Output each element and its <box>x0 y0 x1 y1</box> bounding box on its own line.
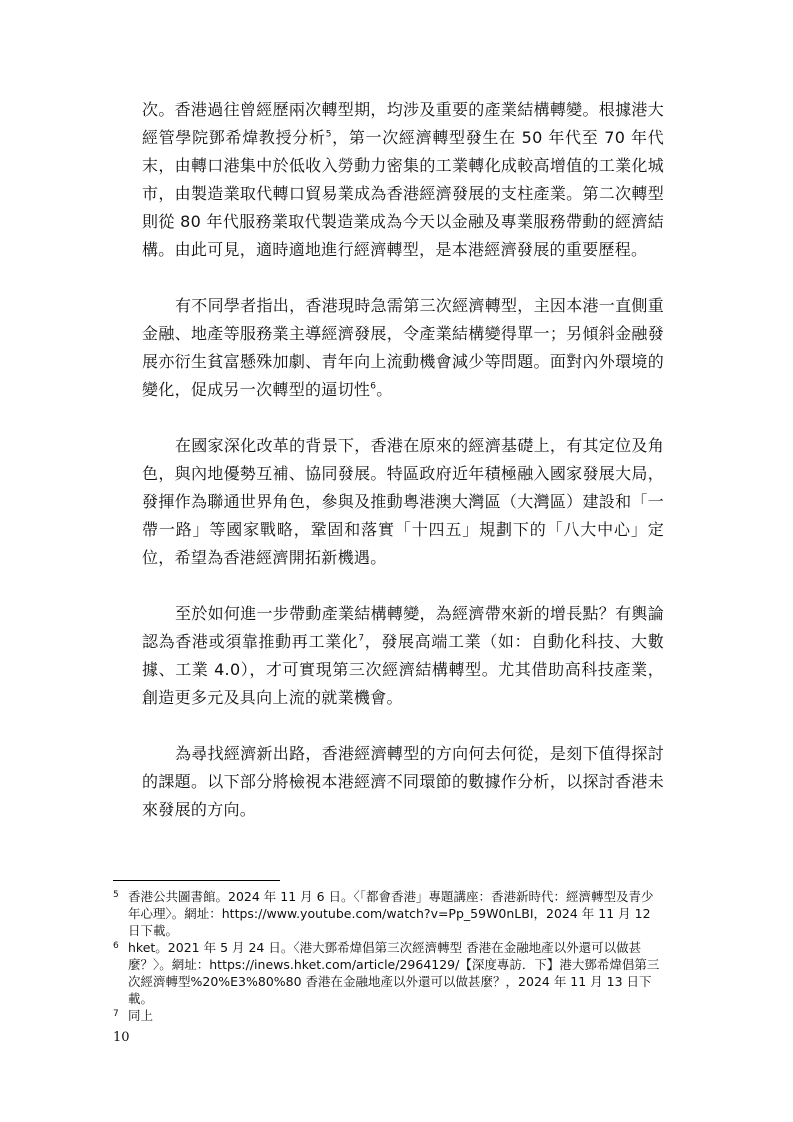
paragraph-3-text: 在國家深化改革的背景下，香港在原來的經濟基礎上，有其定位及角色，與內地優勢互補、協同發展。特區政府近年積極融入國家發展大局，發揮作為聯通世界角色，參與及推動粵港澳大灣區（大灣區）建設和「一帶一路」等國家戰略，鞏固和落實「十四五」規劃下的「八大中心」定位，希望為香港經濟開拓新機遇。 <box>142 436 665 567</box>
footnote-6 <box>113 939 665 1007</box>
footnote-ref-7: 7 <box>358 633 365 644</box>
paragraph-2 <box>142 292 664 404</box>
footnote-5-text: 香港公共圖書館。2024 年 11 月 6 日。〈「都會香港」專題講座：香港新時代：經濟轉型及青少年心理〉。網址：https://www.youtube.com/watch?v=Pp_59W0nLBI，2024 年 11 月 12 日下載。 <box>128 889 654 938</box>
footnote-5 <box>113 888 665 939</box>
paragraph-1-text-a: 次。香港過往曾經歷兩次轉型期，均涉及重要的產業結構轉變。根據港大經管學院鄧希煒教授分析 <box>142 100 664 147</box>
page-number: 10 <box>113 1030 130 1045</box>
body-text <box>142 96 664 852</box>
footnote-ref-6: 6 <box>370 381 377 392</box>
paragraph-2-text-b: 。 <box>376 380 393 399</box>
paragraph-2-text-a: 有不同學者指出，香港現時急需第三次經濟轉型，主因本港一直側重金融、地產等服務業主導經濟發展，令產業結構變得單一；另傾斜金融發展亦衍生貧富懸殊加劇、青年向上流動機會減少等問題。面對內外環境的變化，促成另一次轉型的逼切性 <box>142 296 665 399</box>
footnote-6-text: hket。2021 年 5 月 24 日。〈港大鄧希煒倡第三次經濟轉型 香港在金融地產以外還可以做甚麼？〉。網址：https://inews.hket.com/article/2964129/【深度專訪．下】港大鄧希煒倡第三次經濟轉型%20%E3%80%80 香港在金融地產以外還可以做甚麼？，2024 年 11 月 13 日下載。 <box>128 940 660 1006</box>
footnotes <box>113 888 665 1024</box>
footnote-5-number: 5 <box>113 890 119 900</box>
paragraph-1-text-b: ，第一次經濟轉型發生在 50 年代至 70 年代末，由轉口港集中於低收入勞動力密集的工業轉化成較高增值的工業化城市，由製造業取代轉口貿易業成為香港經濟發展的支柱產業。第二次轉型則從 80 年代服務業取代製造業成為今天以金融及專業服務帶動的經濟結構。由此可見，適時適地進行經濟轉型，是本港經濟發展的重要歷程。 <box>142 128 664 259</box>
footnote-7-text: 同上 <box>128 1008 154 1023</box>
footnote-6-number: 6 <box>113 941 119 951</box>
paragraph-4 <box>142 600 664 712</box>
paragraph-3 <box>142 432 664 572</box>
footnote-ref-5: 5 <box>325 129 332 140</box>
paragraph-4-text-b: ，發展高端工業（如：自動化科技、大數據、工業 4.0），才可實現第三次經濟結構轉型。尤其借助高科技產業，創造更多元及具向上流的就業機會。 <box>142 632 664 707</box>
paragraph-4-text-a: 至於如何進一步帶動產業結構轉變，為經濟帶來新的增長點？有輿論認為香港或須靠推動再工業化 <box>142 604 665 651</box>
footnote-7-number: 7 <box>113 1009 119 1019</box>
footnote-separator <box>113 880 280 881</box>
paragraph-5 <box>142 740 664 824</box>
paragraph-1 <box>142 96 664 264</box>
paragraph-5-text: 為尋找經濟新出路，香港經濟轉型的方向何去何從，是刻下值得探討的課題。以下部分將檢視本港經濟不同環節的數據作分析，以探討香港未來發展的方向。 <box>142 744 665 819</box>
footnote-7 <box>113 1007 665 1024</box>
